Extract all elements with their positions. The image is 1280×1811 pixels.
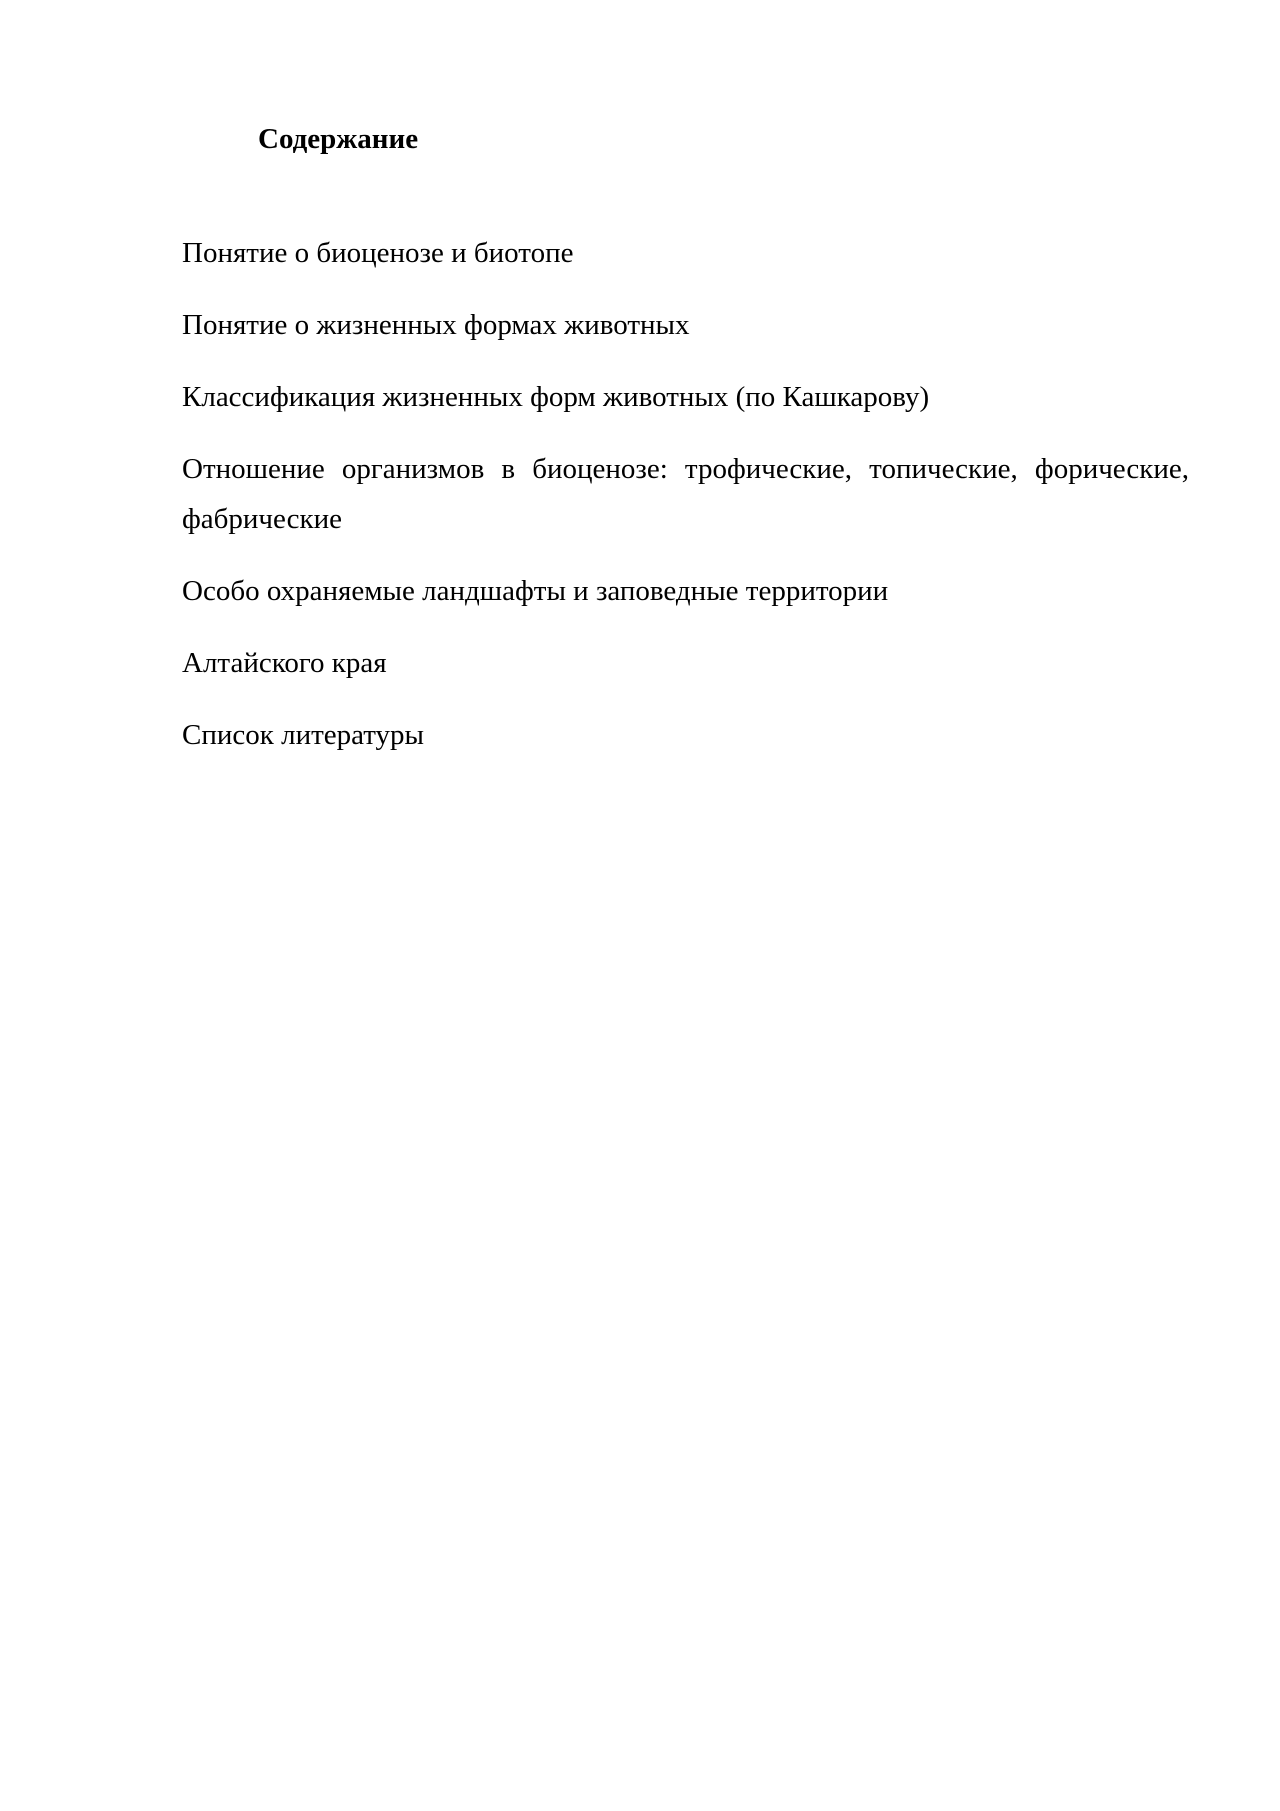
toc-item-biocenosis: Понятие о биоценозе и биотопе bbox=[182, 237, 574, 269]
toc-item-life-forms: Понятие о жизненных формах животных bbox=[182, 309, 690, 341]
toc-item-relations: Отношение организмов в биоценозе: трофические, топические, форические, фабрические bbox=[182, 453, 1189, 535]
page-title: Содержание bbox=[258, 123, 419, 155]
table-of-contents bbox=[182, 228, 1189, 782]
toc-item-altai-region: Алтайского края bbox=[182, 647, 387, 679]
toc-item-classification: Классификация жизненных форм животных (по Кашкарову) bbox=[182, 381, 930, 413]
toc-item-protected-landscapes: Особо охраняемые ландшафты и заповедные территории bbox=[182, 575, 889, 607]
toc-item-references: Список литературы bbox=[182, 719, 425, 751]
